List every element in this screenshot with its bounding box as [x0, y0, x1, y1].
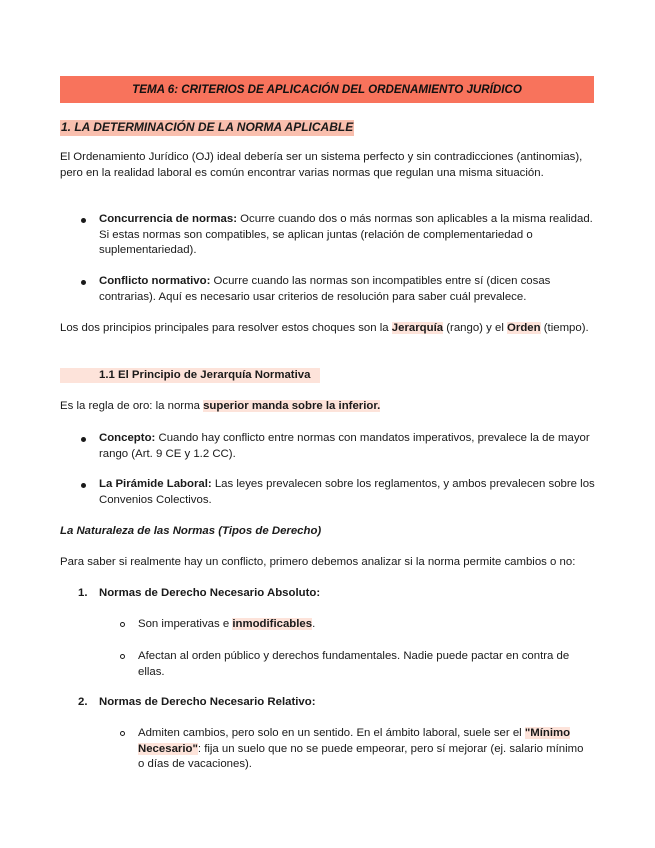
highlight-orden: Orden [507, 322, 541, 334]
circle-bullet-icon [120, 622, 125, 627]
numbered-item: 2. Normas de Derecho Necesario Relativo: [99, 695, 599, 711]
bullet-icon [81, 218, 86, 223]
list-item: Conflicto normativo: Ocurre cuando las normas son incompatibles entre sí (dicen cosas contrarias). Aquí es necesario usar criterios de resolución para saber cuál prevalece. [99, 274, 599, 305]
naturaleza-heading: La Naturaleza de las Normas (Tipos de Derecho) [60, 525, 322, 537]
naturaleza-intro: Para saber si realmente hay un conflicto, primero debemos analizar si la norma permite cambios o no: [60, 556, 576, 568]
circle-bullet-icon [120, 654, 125, 659]
list-item: La Pirámide Laboral: Las leyes prevalecen sobre los reglamentos, y ambos prevalecen sobre los Convenios Colectivos. [99, 477, 599, 508]
bullet-icon [81, 437, 86, 442]
highlight-minimo-necesario: "Mínimo Necesario" [138, 727, 571, 755]
highlight-inmodificables: inmodificables [232, 618, 313, 630]
list-item: Concurrencia de normas: Ocurre cuando dos o más normas son aplicables a la misma realidad. Si estas normas son compatibles, se aplican juntas (relación de complementariedad o suplementariedad). [99, 212, 599, 259]
item-number: 2. [78, 696, 88, 708]
sub-list-item: Afectan al orden público y derechos fundamentales. Nadie puede pactar en contra de ellas. [138, 649, 588, 680]
subsection-heading: 1.1 El Principio de Jerarquía Normativa [99, 369, 311, 381]
circle-bullet-icon [120, 731, 125, 736]
bullet-icon [81, 280, 86, 285]
rule-paragraph: Es la regla de oro: la norma superior manda sobre la inferior. [60, 400, 381, 412]
item-number: 1. [78, 587, 88, 599]
bullet-icon [81, 483, 86, 488]
intro-paragraph: El Ordenamiento Jurídico (OJ) ideal debería ser un sistema perfecto y sin contradicciones (antinomias), pero en la realidad laboral es común encontrar varias normas que regulan una misma situación. [60, 151, 583, 179]
numbered-item: 1. Normas de Derecho Necesario Absoluto: [99, 586, 599, 602]
section-heading: 1. LA DETERMINACIÓN DE LA NORMA APLICABLE [61, 120, 354, 134]
principles-paragraph: Los dos principios principales para resolver estos choques son la Jerarquía (rango) y el Orden (tiempo). [60, 322, 589, 334]
highlight-jerarquia: Jerarquía [391, 322, 444, 334]
sub-list-item: Admiten cambios, pero solo en un sentido. En el ámbito laboral, suele ser el "Mínimo Necesario": fija un suelo que no se puede empeorar, pero sí mejorar (ej. salario mínimo o días de vacaciones). [138, 726, 588, 773]
sub-list-item: Son imperativas e inmodificables. [138, 617, 588, 633]
page-title: TEMA 6: CRITERIOS DE APLICACIÓN DEL ORDENAMIENTO JURÍDICO [60, 76, 594, 103]
list-item: Concepto: Cuando hay conflicto entre normas con mandatos imperativos, prevalece la de mayor rango (Art. 9 CE y 1.2 CC). [99, 431, 599, 462]
highlight-rule: superior manda sobre la inferior. [203, 400, 381, 412]
